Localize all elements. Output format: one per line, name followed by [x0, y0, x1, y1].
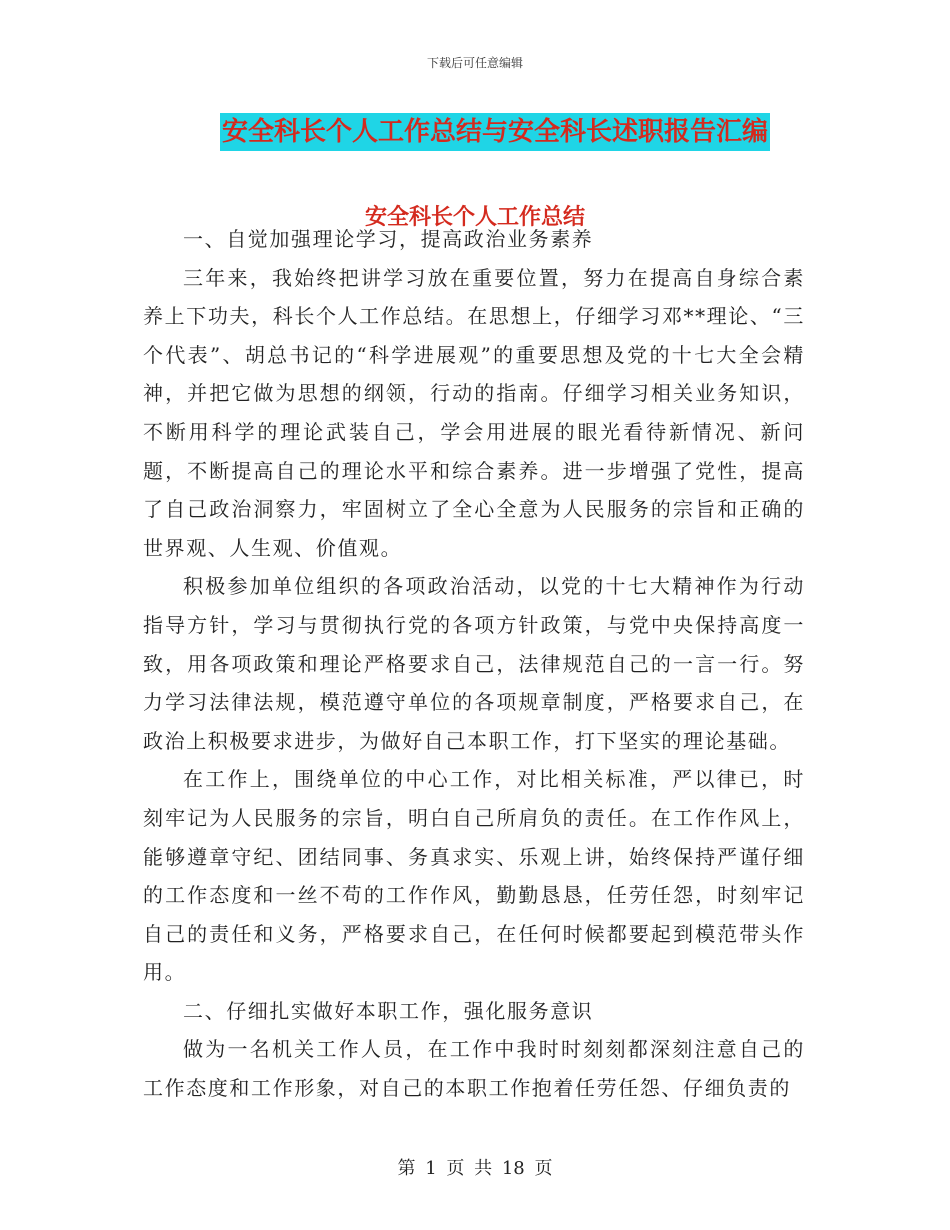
- heading-2: 二、仔细扎实做好本职工作，强化服务意识: [183, 998, 594, 1023]
- paragraph-3: 在工作上，围绕单位的中心工作，对比相关标准，严以律已，时刻牢记为人民服务的宗旨，明白自己所肩负的责任。在工作作风上，能够遵章守纪、团结同事、务真求实、乐观上讲，始终保持严谨仔细的工作态度和一丝不苟的工作作风，勤勤恳恳，任劳任怨，时刻牢记自己的责任和义务，严格要求自己，在任何时候都要起到模范带头作用。: [143, 767, 805, 985]
- header-note: 下载后可任意编辑: [426, 56, 523, 70]
- section-title: 安全科长个人工作总结: [364, 205, 585, 230]
- paragraph-1: 三年来，我始终把讲学习放在重要位置，努力在提高自身综合素养上下功夫，科长个人工作总结。在思想上，仔细学习邓**理论、“三个代表”、胡总书记的“科学进展观”的重要思想及党的十七大全会精神，并把它做为思想的纲领，行动的指南。仔细学习相关业务知识，不断用科学的理论武装自己，学会用进展的眼光看待新情况、新问题，不断提高自己的理论水平和综合素养。进一步增强了党性，提高了自己政治洞察力，牢固树立了全心全意为人民服务的宗旨和正确的世界观、人生观、价值观。: [143, 265, 805, 560]
- page-footer: 第 1 页 共 18 页: [397, 1158, 553, 1179]
- document-title: 安全科长个人工作总结与安全科长述职报告汇编: [220, 113, 770, 151]
- document-body: [143, 220, 805, 1108]
- paragraph-2: 积极参加单位组织的各项政治活动，以党的十七大精神作为行动指导方针，学习与贯彻执行党的各项方针政策，与党中央保持高度一致，用各项政策和理论严格要求自己，法律规范自己的一言一行。努力学习法律法规，模范遵守单位的各项规章制度，严格要求自己，在政治上积极要求进步，为做好自己本职工作，打下坚实的理论基础。: [143, 574, 805, 753]
- heading-1: 一、自觉加强理论学习，提高政治业务素养: [183, 227, 594, 251]
- paragraph-4: 做为一名机关工作人员，在工作中我时时刻刻都深刻注意自己的工作态度和工作形象，对自己的本职工作抱着任劳任怨、仔细负责的: [143, 1037, 805, 1101]
